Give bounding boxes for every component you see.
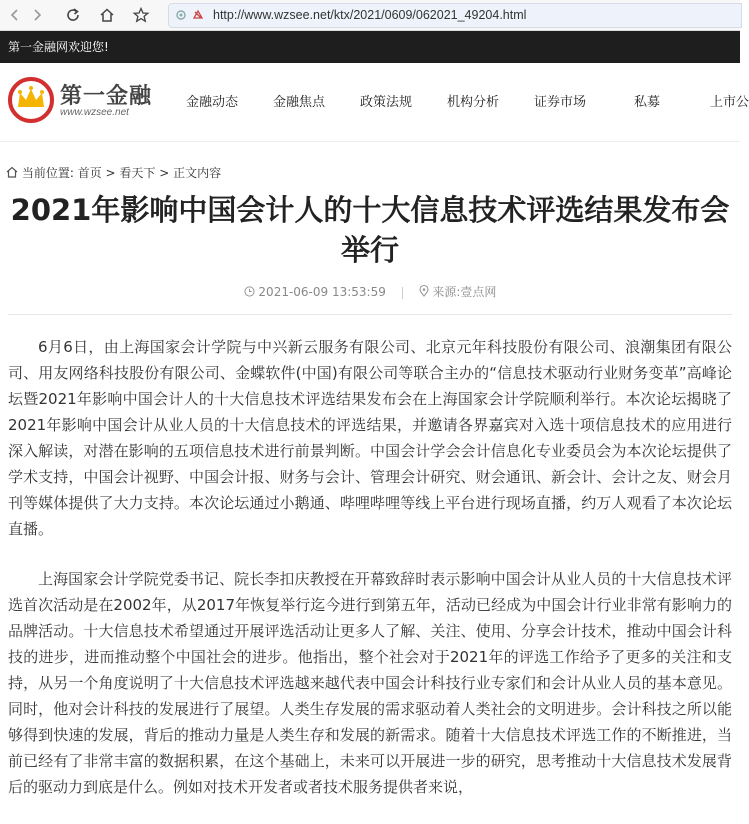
nav-item-listed-companies[interactable]: 上市公: [710, 95, 749, 110]
home-small-icon: [6, 166, 18, 178]
breadcrumb-home[interactable]: 首页: [77, 166, 102, 180]
article-source: 来源:壹点网: [432, 285, 497, 299]
nav-item-private-equity[interactable]: 私募: [634, 95, 661, 110]
crown-logo-icon: [8, 77, 54, 123]
breadcrumb-section[interactable]: 看天下: [119, 166, 156, 180]
breadcrumb-separator: >: [155, 166, 174, 180]
article-date: 2021-06-09 13:53:59: [258, 285, 386, 299]
article-body: [8, 334, 732, 824]
site-logo[interactable]: [8, 77, 158, 125]
title-divider: [8, 314, 732, 315]
nav-item-policy[interactable]: 政策法规: [360, 95, 413, 110]
reload-button[interactable]: [62, 4, 84, 26]
site-info-icon: [175, 8, 187, 22]
welcome-text: 第一金融网欢迎您!: [8, 40, 109, 54]
address-bar[interactable]: [168, 3, 742, 28]
url-text: http://www.wzsee.net/ktx/2021/0609/062021_49204.html: [213, 8, 527, 22]
reload-icon: [65, 7, 81, 23]
home-icon: [99, 7, 115, 23]
nav-item-financial-news[interactable]: 金融动态: [186, 95, 239, 110]
breadcrumb-separator: >: [101, 166, 120, 180]
browser-toolbar: [0, 0, 740, 31]
nav-item-analysis[interactable]: 机构分析: [447, 95, 500, 110]
article-title: 2021年影响中国会计人的十大信息技术评选结果发布会举行: [10, 193, 730, 267]
back-arrow-icon: [8, 8, 22, 22]
nav-item-securities[interactable]: 证券市场: [534, 95, 587, 110]
welcome-bar: [0, 31, 740, 63]
clock-icon: [244, 286, 255, 297]
location-pin-icon: [419, 285, 429, 297]
bookmark-button[interactable]: [130, 4, 152, 26]
article-paragraph: 6月6日，由上海国家会计学院与中兴新云服务有限公司、北京元年科技股份有限公司、浪潮集团有限公司、用友网络科技股份有限公司、金蝶软件(中国)有限公司等联合主办的“信息技术驱动行业财务变革”高峰论坛暨2021年影响中国会计人的十大信息技术评选结果发布会在上海国家会计学院顺利举行。本次论坛揭晓了2021年影响中国会计从业人员的十大信息技术的评选结果，并邀请各界嘉宾对入选十项信息技术的应用进行深入解读，对潜在影响的五项信息技术进行前景判断。中国会计学会会计信息化专业委员会为本次论坛提供了学术支持，中国会计视野、中国会计报、财务与会计、管理会计研究、财会通讯、新会计、会计之友、财会月刊等媒体提供了大力支持。本次论坛通过小鹅通、哔哩哔哩等线上平台进行现场直播，约万人观看了本次论坛直播。: [8, 338, 732, 538]
meta-divider: [402, 287, 403, 299]
nav-item-financial-focus[interactable]: 金融焦点: [273, 95, 326, 110]
logo-url: www.wzsee.net: [60, 107, 129, 118]
article-meta: [0, 283, 740, 300]
breadcrumb: [6, 164, 221, 181]
star-icon: [133, 7, 149, 23]
site-header: [0, 63, 749, 142]
breadcrumb-prefix: 当前位置:: [21, 166, 74, 180]
not-secure-icon: [191, 8, 205, 22]
forward-button[interactable]: [26, 4, 48, 26]
forward-arrow-icon: [30, 8, 44, 22]
home-button[interactable]: [96, 4, 118, 26]
article-paragraph: 上海国家会计学院党委书记、院长李扣庆教授在开幕致辞时表示影响中国会计从业人员的十大信息技术评选首次活动是在2002年，从2017年恢复举行迄今进行到第五年，活动已经成为中国会计行业非常有影响力的品牌活动。十大信息技术希望通过开展评选活动让更多人了解、关注、使用、分享会计技术，推动中国会计科技的进步，进而推动整个中国社会的进步。他指出，整个社会对于2021年的评选工作给予了更多的关注和支持，从另一个角度说明了十大信息技术评选越来越代表中国会计科技行业专家们和会计从业人员的基本意见。同时，他对会计科技的发展进行了展望。人类生存发展的需求驱动着人类社会的文明进步。会计科技之所以能够得到快速的发展，背后的推动力量是人类生存和发展的新需求。随着十大信息技术评选工作的不断推进，当前已经有了非常丰富的数据积累，在这个基础上，未来可以开展进一步的研究，思考推动十大信息技术发展背后的驱动力到底是什么。例如对技术开发者或者技术服务提供者来说，: [8, 570, 732, 796]
breadcrumb-current: 正文内容: [173, 166, 222, 180]
back-button[interactable]: [4, 4, 26, 26]
logo-name: 第一金融: [60, 84, 153, 109]
